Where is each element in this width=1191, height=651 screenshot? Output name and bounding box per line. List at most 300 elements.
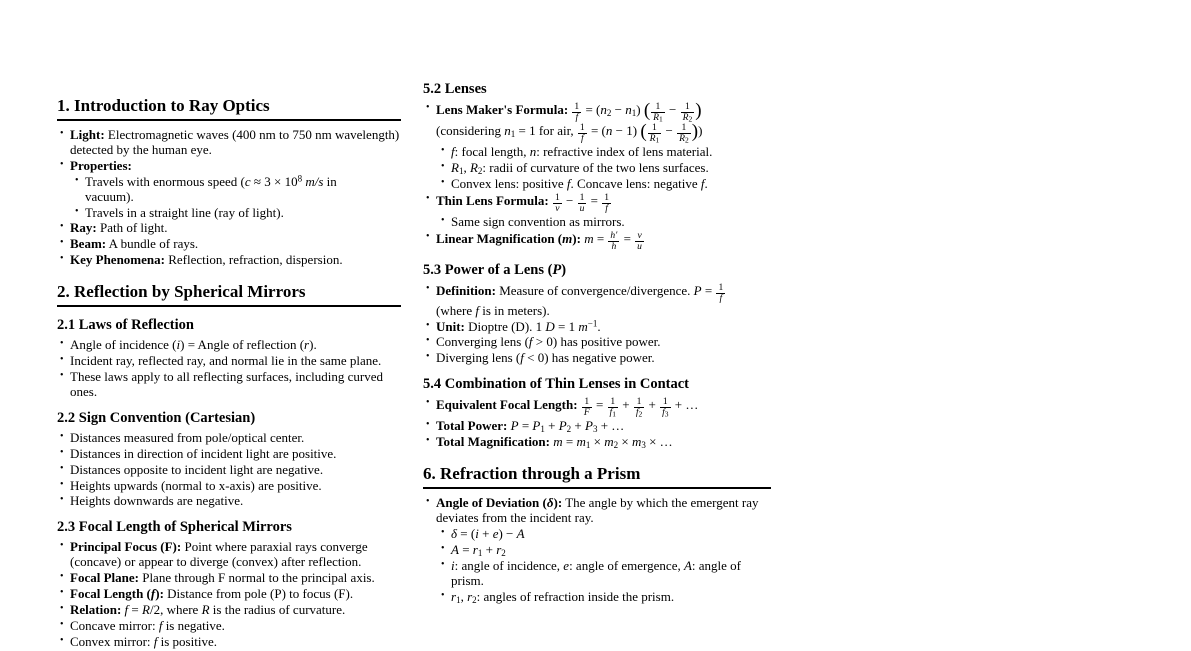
text-segment: Relation:: [70, 601, 122, 617]
bullet-icon: •: [441, 526, 445, 538]
fraction-denominator: [660, 407, 670, 418]
fraction-denominator: [635, 241, 644, 252]
text-segment: n: [529, 144, 537, 159]
bullet-icon: •: [426, 496, 430, 508]
text-segment: δ: [451, 525, 458, 541]
text-segment: =: [562, 434, 577, 450]
fraction-numerator: [681, 102, 695, 112]
bullet-icon: •: [426, 397, 430, 409]
fraction-numerator: [651, 102, 665, 112]
text-segment: Convex lens: positive: [451, 175, 567, 191]
text-segment: P: [532, 418, 541, 434]
text-segment: : angle of: [691, 557, 742, 573]
text-segment: 5.2 Lenses: [423, 81, 487, 97]
text-segment: A bundle of rays.: [106, 236, 199, 252]
bullet-icon: •: [75, 174, 79, 186]
text-segment: ): [695, 100, 702, 121]
text-segment: Definition:: [436, 282, 496, 298]
text-segment: f: [605, 202, 608, 214]
text-segment: Convex mirror:: [70, 633, 154, 649]
bullet-icon: •: [75, 205, 79, 217]
text-segment: r: [496, 541, 502, 557]
text-segment: =: [620, 230, 635, 246]
fraction: [635, 231, 644, 252]
text-segment: −1: [587, 318, 598, 329]
text-segment: < 0) has negative power.: [523, 350, 655, 366]
text-segment: 2: [606, 108, 612, 118]
list-item: [57, 635, 401, 650]
bullet-icon: •: [60, 571, 64, 583]
text-segment: f: [700, 175, 705, 191]
section-heading: [423, 463, 771, 489]
text-segment: Travels in a straight line (ray of light).: [85, 204, 284, 220]
fraction-numerator: [648, 123, 662, 133]
text-segment: ):: [553, 495, 563, 511]
section-heading: [57, 281, 401, 307]
text-segment: : angles of refraction inside the prism.: [476, 588, 675, 604]
bullet-icon: •: [60, 354, 64, 366]
text-segment: −: [562, 192, 577, 208]
text-segment: : radii of curvature of the two lens surfaces.: [482, 159, 709, 175]
text-segment: R: [682, 112, 689, 123]
bullet-icon: •: [60, 462, 64, 474]
text-segment: =: [128, 601, 142, 617]
text-segment: = 1: [554, 318, 579, 334]
text-segment: 2: [501, 547, 506, 558]
text-segment: 1: [636, 396, 642, 408]
text-segment: r: [451, 588, 457, 604]
subsection-heading: [57, 409, 401, 427]
text-segment: 1: [652, 122, 657, 133]
text-segment: R: [201, 601, 210, 617]
fraction: [578, 193, 587, 214]
text-segment: 1: [659, 114, 663, 124]
fraction-numerator: [634, 397, 644, 407]
text-segment: f: [662, 407, 665, 419]
list-item: [423, 102, 771, 144]
bullet-icon: •: [426, 102, 430, 113]
list-item: [57, 175, 401, 205]
text-segment: Focal Plane:: [70, 570, 139, 586]
text-segment: : refractive index of lens material.: [536, 144, 713, 159]
text-segment: n: [605, 123, 613, 138]
fraction: [660, 397, 670, 418]
text-segment: P: [552, 261, 562, 278]
text-segment: f: [635, 407, 639, 419]
bullet-icon: •: [60, 430, 64, 442]
text-segment: Reflection, refraction, dispersion.: [164, 252, 343, 268]
text-segment: Point where paraxial rays converge: [181, 539, 368, 555]
text-segment: i: [176, 337, 181, 353]
text-segment: ):: [155, 586, 164, 602]
subsection-heading: [423, 80, 771, 98]
fraction: [572, 102, 581, 123]
text-segment: i: [451, 557, 455, 573]
text-segment: 3: [592, 424, 598, 435]
list-item: [423, 397, 771, 418]
bullet-icon: •: [441, 176, 445, 188]
text-segment: Key Phenomena:: [70, 252, 165, 268]
text-segment: Distances in direction of incident light are positive.: [70, 445, 337, 461]
text-segment: −: [611, 102, 626, 117]
text-segment: 1: [540, 424, 545, 435]
fraction-denominator: [634, 407, 644, 418]
list-item: [57, 159, 401, 174]
bullet-icon: •: [426, 192, 430, 204]
text-segment: 2: [688, 114, 693, 124]
text-segment: =: [592, 397, 607, 413]
list-item: [57, 338, 401, 353]
fraction: [578, 123, 587, 144]
text-segment: .: [704, 175, 708, 191]
fraction-denominator: [608, 407, 618, 418]
text-segment: P: [510, 418, 519, 434]
text-segment: 1: [685, 101, 690, 112]
text-segment: Measure of convergence/divergence.: [495, 282, 694, 298]
text-segment: (considering: [436, 123, 505, 138]
text-segment: Concave mirror:: [70, 617, 159, 633]
text-segment: ≈ 3 × 10: [250, 173, 298, 189]
text-segment: The angle by which the emergent ray: [562, 495, 759, 511]
fraction: [651, 102, 665, 123]
list-item: [57, 587, 401, 602]
list-item: [57, 463, 401, 478]
text-segment: Angle of incidence (: [70, 337, 177, 353]
text-segment: Heights upwards (normal to x-axis) are positive.: [70, 477, 322, 493]
text-segment: F: [583, 407, 590, 419]
text-segment: Total Power:: [436, 418, 508, 434]
bullet-icon: •: [60, 478, 64, 490]
bullet-icon: •: [426, 335, 430, 347]
fraction-denominator: [602, 203, 611, 214]
text-segment: Angle of Deviation (: [436, 495, 547, 511]
text-segment: ): [698, 123, 703, 138]
bullet-icon: •: [60, 128, 64, 139]
text-segment: δ: [546, 495, 554, 511]
text-segment: (: [640, 121, 647, 142]
text-segment: f: [575, 112, 579, 123]
text-segment: > 0) has positive power.: [532, 334, 661, 350]
text-segment: ): [691, 121, 699, 142]
text-segment: m: [553, 434, 563, 450]
bullet-icon: •: [60, 237, 64, 249]
text-segment: e: [563, 557, 570, 573]
fraction: [553, 193, 562, 214]
list-item: [57, 603, 401, 618]
fraction: [716, 283, 725, 304]
text-segment: (: [643, 100, 651, 121]
text-segment: +: [482, 541, 497, 557]
bullet-icon: •: [441, 145, 445, 156]
fraction-numerator: [553, 193, 562, 203]
text-segment: 1: [631, 108, 637, 118]
text-segment: f: [566, 175, 571, 191]
text-segment: m/s: [305, 173, 324, 189]
list-item: [57, 128, 401, 158]
fraction-denominator: [648, 133, 662, 144]
text-segment: 1: [610, 396, 616, 408]
fraction-numerator: [716, 283, 725, 293]
text-segment: f: [520, 350, 524, 366]
fraction-denominator: [608, 241, 619, 252]
text-segment: m: [576, 434, 586, 450]
subsection-heading: [423, 261, 771, 279]
text-segment: i: [475, 525, 479, 541]
text-segment: Distances opposite to incident light are negative.: [70, 461, 324, 477]
text-segment: Incident ray, reflected ray, and normal lie in the same plane.: [70, 353, 382, 369]
text-segment: ×: [618, 434, 632, 450]
text-segment: 2: [477, 165, 483, 176]
text-segment: These laws apply to all reflecting surfaces, including curved: [70, 368, 383, 384]
bullet-icon: •: [441, 160, 445, 172]
list-item: [423, 590, 771, 605]
text-segment: f: [124, 601, 129, 617]
text-segment: Distance from pole (P) to focus (F).: [163, 586, 354, 602]
bullet-icon: •: [426, 319, 430, 331]
text-segment: 1: [612, 409, 616, 419]
text-segment: 1: [579, 122, 585, 133]
bullet-icon: •: [60, 158, 64, 170]
text-segment: =: [701, 282, 716, 298]
list-item: [423, 543, 771, 558]
list-item: [423, 145, 771, 160]
fraction-denominator: [716, 293, 725, 304]
text-segment: 1: [458, 165, 464, 176]
fraction-numerator: [660, 397, 670, 407]
text-segment: : angle of incidence,: [454, 557, 564, 573]
text-segment: (where: [436, 302, 476, 318]
text-segment: = 1 for air,: [515, 123, 577, 138]
text-segment: [549, 193, 552, 208]
text-segment: −: [662, 123, 677, 138]
fraction-numerator: [635, 231, 644, 241]
fraction: [634, 397, 644, 418]
text-segment: f: [609, 407, 613, 419]
text-segment: Beam:: [70, 236, 107, 252]
text-segment: +: [645, 397, 660, 413]
fraction: [681, 102, 695, 123]
text-segment: 8: [297, 173, 303, 184]
list-item: [57, 206, 401, 221]
list-item: [423, 335, 771, 350]
list-item: [423, 161, 771, 176]
text-segment: +: [571, 418, 586, 434]
bullet-icon: •: [60, 618, 64, 630]
list-item: [423, 177, 771, 192]
text-segment: f: [719, 292, 723, 304]
text-segment: 2: [566, 424, 572, 435]
bullet-icon: •: [426, 419, 430, 431]
text-segment: P: [558, 418, 567, 434]
text-segment: 1: [604, 191, 610, 203]
list-item: [423, 435, 771, 450]
text-segment: f: [528, 334, 533, 350]
bullet-icon: •: [60, 494, 64, 506]
text-segment: 2.3 Focal Length of Spherical Mirrors: [57, 519, 292, 536]
notes-column-right: [423, 80, 771, 605]
list-item: [423, 351, 771, 366]
list-item: [423, 559, 771, 589]
list-item: [57, 540, 401, 570]
text-segment: 1: [718, 281, 724, 293]
text-segment: Thin Lens Formula:: [436, 192, 549, 208]
text-segment: ) −: [498, 525, 517, 541]
text-segment: 1: [585, 440, 591, 451]
list-item: [423, 496, 771, 526]
text-segment: r: [467, 588, 473, 604]
text-segment: 3: [664, 409, 669, 419]
text-segment: 1: [662, 396, 668, 408]
text-segment: in: [323, 173, 337, 189]
text-segment: 5.4 Combination of Thin Lenses in Contact: [423, 376, 690, 393]
text-segment: + …: [671, 397, 699, 413]
text-segment: = (: [457, 525, 476, 541]
text-segment: R: [679, 133, 685, 144]
text-segment: 1. Introduction to Ray Optics: [57, 96, 270, 115]
text-segment: (concave) or appear to diverge (convex) after reflection.: [70, 554, 362, 570]
text-segment: prism.: [451, 572, 484, 588]
fraction: [608, 397, 618, 418]
text-segment: 2.1 Laws of Reflection: [57, 317, 194, 334]
fraction-denominator: [582, 407, 592, 418]
text-segment: =: [587, 192, 602, 208]
fraction-denominator: [553, 203, 562, 214]
fraction-numerator: [602, 193, 611, 203]
text-segment: =: [458, 541, 473, 557]
text-segment: h: [611, 240, 617, 252]
bullet-icon: •: [426, 230, 430, 242]
bullet-icon: •: [441, 542, 445, 554]
bullet-icon: •: [60, 634, 64, 646]
text-segment: ,: [463, 159, 470, 175]
text-segment: +: [618, 397, 633, 413]
text-segment: u: [637, 240, 642, 252]
text-segment: 2: [472, 594, 477, 605]
text-segment: 6. Refraction through a Prism: [423, 464, 641, 484]
text-segment: m: [604, 434, 614, 450]
text-segment: ×: [590, 434, 605, 450]
text-segment: Travels with enormous speed (: [85, 173, 245, 189]
text-segment: 1: [554, 191, 560, 203]
text-segment: ).: [309, 337, 317, 353]
text-segment: 3: [641, 440, 646, 451]
text-segment: 1: [655, 135, 660, 145]
list-item: [57, 253, 401, 268]
text-segment: =: [593, 230, 608, 246]
text-segment: f: [150, 586, 156, 602]
list-item: [57, 354, 401, 369]
text-segment: =: [518, 418, 533, 434]
text-segment: f: [475, 302, 479, 318]
text-segment: P: [693, 282, 702, 298]
bullet-icon: •: [60, 338, 64, 350]
text-segment: .: [597, 318, 601, 334]
text-segment: 1: [579, 191, 585, 203]
text-segment: is the radius of curvature.: [209, 601, 346, 617]
list-item: [423, 215, 771, 230]
list-item: [57, 221, 401, 236]
text-segment: 5.3 Power of a Lens (: [423, 261, 553, 278]
text-segment: Ray:: [70, 220, 97, 236]
text-segment: R: [142, 601, 150, 617]
text-segment: −: [665, 102, 680, 117]
list-item: [57, 237, 401, 252]
text-segment: m: [631, 434, 642, 450]
text-segment: Distances measured from pole/optical center.: [70, 429, 305, 445]
fraction-numerator: [608, 397, 618, 407]
text-segment: Properties:: [70, 157, 132, 173]
fraction: [677, 123, 691, 144]
text-segment: 1: [681, 122, 687, 133]
text-segment: 1: [574, 101, 580, 112]
list-item: [57, 370, 401, 400]
text-segment: 2: [638, 409, 643, 419]
list-item: [423, 193, 771, 214]
text-segment: D: [545, 318, 555, 334]
text-segment: 1: [584, 396, 590, 408]
list-item: [57, 479, 401, 494]
fraction-numerator: [578, 123, 587, 133]
text-segment: + …: [597, 418, 625, 434]
text-segment: e: [492, 525, 499, 541]
bullet-icon: •: [60, 587, 64, 599]
fraction-denominator: [677, 133, 691, 144]
bullet-icon: •: [60, 446, 64, 458]
bullet-icon: •: [426, 435, 430, 447]
text-segment: c: [244, 173, 251, 189]
text-segment: m: [578, 318, 588, 334]
text-segment: Total Magnification:: [436, 434, 550, 450]
text-segment: × …: [645, 434, 673, 450]
text-segment: A: [451, 541, 459, 557]
text-segment: is negative.: [162, 617, 225, 633]
text-segment: Diverging lens (: [436, 350, 521, 366]
fraction-denominator: [578, 203, 587, 214]
fraction: [602, 193, 611, 214]
text-segment: n: [504, 123, 511, 138]
text-segment: r: [304, 337, 310, 353]
text-segment: = (: [582, 102, 601, 117]
bullet-icon: •: [60, 602, 64, 614]
text-segment: A: [516, 525, 525, 541]
text-segment: deviates from the incident ray.: [436, 509, 594, 525]
text-segment: Same sign convention as mirrors.: [451, 213, 625, 229]
text-segment: m: [584, 230, 594, 246]
list-item: [57, 447, 401, 462]
text-segment: R: [649, 133, 656, 144]
text-segment: detected by the human eye.: [70, 141, 212, 157]
text-segment: 2: [684, 135, 689, 145]
bullet-icon: •: [441, 589, 445, 601]
fraction-numerator: [582, 397, 592, 407]
text-segment: /2, where: [149, 601, 202, 617]
subsection-heading: [57, 518, 401, 536]
text-segment: Converging lens (: [436, 334, 529, 350]
text-segment: +: [478, 525, 493, 541]
text-segment: f: [153, 633, 158, 649]
text-segment: n: [600, 102, 607, 117]
bullet-icon: •: [60, 540, 64, 552]
fraction: [648, 123, 662, 144]
text-segment: A: [683, 557, 692, 573]
list-item: [423, 231, 771, 252]
text-segment: 1: [477, 547, 483, 558]
text-segment: [568, 102, 571, 117]
list-item: [423, 419, 771, 434]
text-segment: Light:: [70, 127, 105, 142]
text-segment: . Concave lens: negative: [570, 175, 701, 191]
text-segment: f: [451, 144, 455, 159]
